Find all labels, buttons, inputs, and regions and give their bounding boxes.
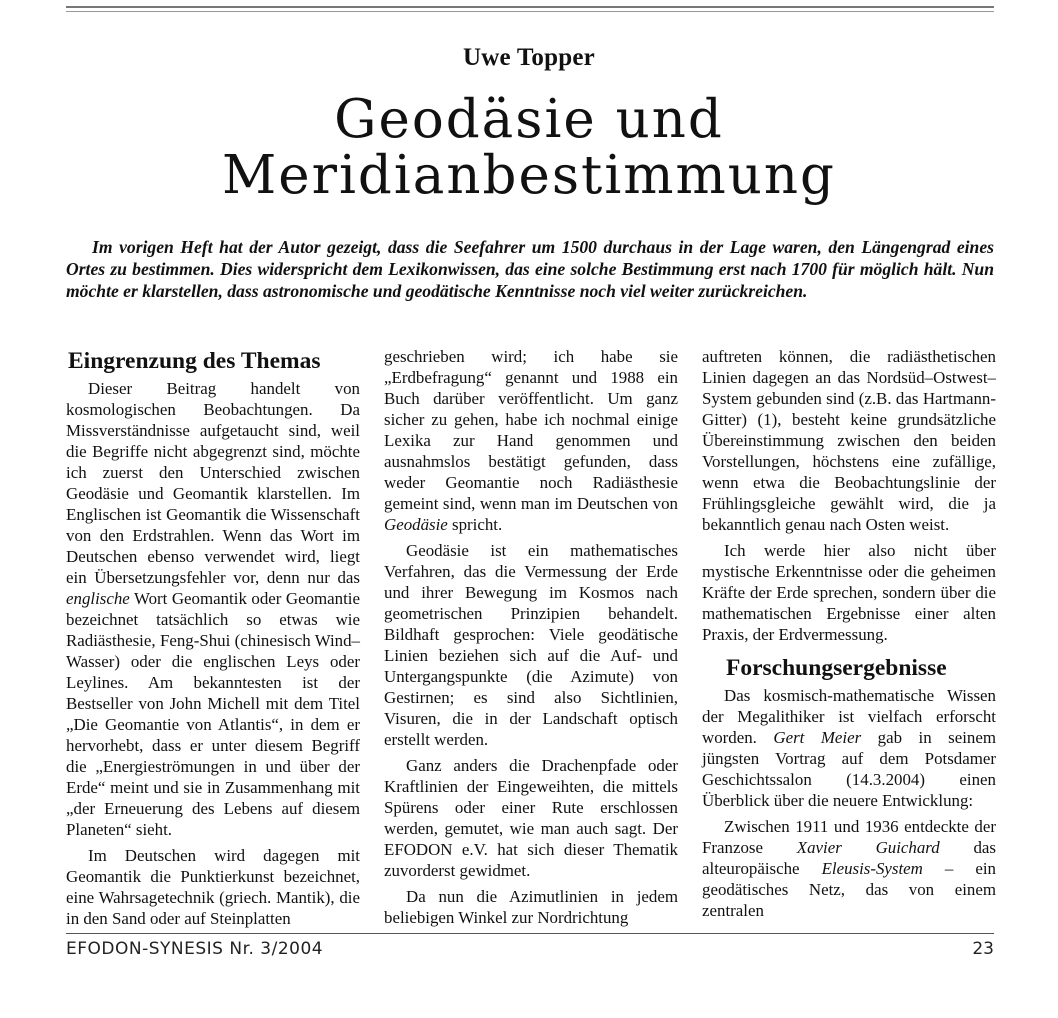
paragraph: Dieser Beitrag handelt von kosmologischen Beobachtungen. Da Missverständnisse aufgetaucht sind, weil die Begriffe nicht abgegrenzt sind, möchte ich zuerst den Unterschied zwischen Geodäsie und Geomantik klarstellen. Im Englischen ist Geomantik die Wissenschaft von den Erdstrahlen. Wenn das Wort im Deutschen ebenso verwendet wird, liegt ein Übersetzungsfehler vor, denn nur das englische Wort Geomantik oder Geomantie bezeichnet tatsächlich so etwas wie Radiästhesie, Feng-Shui (chinesisch Wind–Wasser) oder die englischen Leys oder Leylines. Am bekanntesten ist der Bestseller von John Michell mit dem Titel „Die Geomantie von Atlantis“, in dem er hervorhebt, dass er unter diesem Begriff die „Energieströmungen in und über der Erde“ meint und sie in Zusammenhang mit „der Erneuerung des Lebens auf diesem Planeten“ sieht. [66,379,360,839]
paragraph: Zwischen 1911 und 1936 entdeckte der Franzose Xavier Guichard das alteuropäische Eleusis-System – ein geodätisches Netz, das von einem zentralen [702,817,996,920]
paragraph: Geodäsie ist ein mathematisches Verfahren, das die Vermessung der Erde und ihrer Bewegung im Kosmos nach geometrischen Prinzipien behandelt. Bildhaft gesprochen: Viele geodätische Linien beziehen sich auf die Auf- und Untergangspunkte (die Azimute) von Gestirnen; es sind also Sichtlinien, Visuren, die in der Landschaft optisch erstellt werden. [384,541,678,749]
top-rule-thick [66,6,994,8]
footer-rule [66,933,994,934]
top-rule-thin [66,11,994,12]
text-column-1 [66,346,360,929]
paragraph: Da nun die Azimutlinien in jedem beliebigen Winkel zur Nordrichtung [384,887,678,927]
article-author: Uwe Topper [463,44,595,71]
paragraph: Das kosmisch-mathematische Wissen der Megalithiker ist vielfach erforscht worden. Gert Meier gab in seinem jüngsten Vortrag auf dem Potsdamer Geschichtssalon (14.3.2004) einen Überblick über die neuere Entwicklung: [702,686,996,810]
paragraph: Im Deutschen wird dagegen mit Geomantik die Punktierkunst bezeichnet, eine Wahrsagetechnik (griech. Mantik), die in den Sand oder auf Steinplatten [66,846,360,928]
journal-issue: EFODON-SYNESIS Nr. 3/2004 [66,939,324,959]
article-lead: Im vorigen Heft hat der Autor gezeigt, dass die Seefahrer um 1500 durchaus in der Lage waren, den Längengrad eines Ortes zu bestimmen. Dies widerspricht dem Lexikonwissen, das eine solche Bestimmung erst nach 1700 für möglich hält. Nun möchte er klarstellen, dass astronomische und geodätische Kenntnisse noch viel weiter zurückreichen. [66,237,994,301]
section-heading-eingrenzung: Eingrenzung des Themas [68,348,321,374]
section-heading-forschungsergebnisse: Forschungsergebnisse [726,655,947,681]
text-column-2 [384,346,678,928]
title-line-1: Geodäsie und [334,89,724,150]
paragraph: Ganz anders die Drachenpfade oder Kraftlinien der Eingeweihten, die mittels Spürens oder einer Rute erschlossen werden, gemutet, wie man auch sagt. Der EFODON e.V. hat sich dieser Thematik zuvorderst gewidmet. [384,756,678,880]
article-title [0,89,1058,206]
paragraph: Ich werde hier also nicht über mystische Erkenntnisse oder die geheimen Kräfte der Erde sprechen, sondern über die mathematischen Ergebnisse einer alten Praxis, der Erdvermessung. [702,541,996,644]
title-line-2: Meridianbestimmung [222,145,836,206]
text-column-3 [702,346,996,921]
paragraph: auftreten können, die radiästhetischen Linien dagegen an das Nordsüd–Ostwest–System gebunden sind (z.B. das Hartmann-Gitter) (1), besteht keine grundsätzliche Übereinstimmung zwischen den beiden Vorstellungen, höchstens eine zufällige, wenn etwa die Beobachtungslinie der Frühlingsgleiche gewählt wird, die ja bekanntlich genau nach Osten weist. [702,347,996,534]
paragraph: geschrieben wird; ich habe sie „Erdbefragung“ genannt und 1988 ein Buch darüber veröffentlicht. Um ganz sicher zu gehen, habe ich nochmal einige Lexika zur Hand genommen und ausnahmslos bestätigt gefunden, dass weder Geomantie noch Radiästhesie gemeint sind, wenn man im Deutschen von Geodäsie spricht. [384,347,678,534]
page-number: 23 [972,939,994,959]
